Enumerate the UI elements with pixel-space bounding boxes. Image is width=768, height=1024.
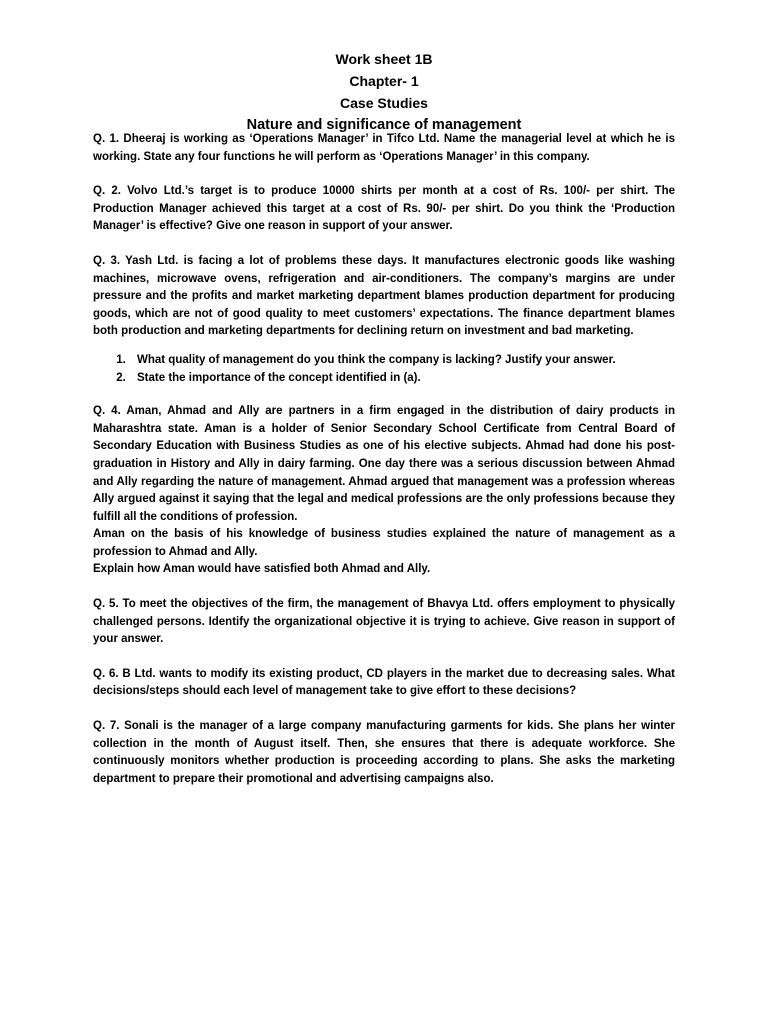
question-3: Q. 3. Yash Ltd. is facing a lot of problems these days. It manufactures electronic goods like washing machines, microwave ovens, refrigeration and air-conditioners. The company’s margins are under pressure and the profits and market marketing department blames production department for producing goods, which are not of good quality to meet customers’ expectations. The finance department blames both production and marketing departments for declining return on investment and bad marketing.	[93, 254, 675, 338]
chapter-label: Chapter- 1	[349, 73, 419, 89]
header	[0, 48, 768, 136]
question-4-explanation: Aman on the basis of his knowledge of business studies explained the nature of management as a profession to Ahmad and Ally.	[93, 528, 675, 558]
question-7: Q. 7. Sonali is the manager of a large company manufacturing garments for kids. She plans her winter collection in the month of August itself. Then, she ensures that there is adequate workforce. She continuously monitors whether production is proceeding according to plans. She asks the marketing department to prepare their promotional and advertising campaigns also.	[93, 720, 675, 785]
question-5: Q. 5. To meet the objectives of the firm, the management of Bhavya Ltd. offers employment to physically challenged persons. Identify the organizational objective it is trying to achieve. Give reason in support of your answer.	[93, 598, 675, 646]
question-4: Q. 4. Aman, Ahmad and Ally are partners in a firm engaged in the distribution of dairy products in Maharashtra state. Aman is a holder of Senior Secondary School Certificate from Central Board of Secondary Education with Business Studies as one of his elective subjects. Ahmad had done his post-graduation in History and Ally in dairy farming. One day there was a serious discussion between Ahmad and Ally regarding the nature of management. Ahmad argued that management was a profession whereas Ally argued against it saying that the legal and medical professions are the only professions because they fulfill all the conditions of profession.	[93, 405, 675, 523]
question-6: Q. 6. B Ltd. wants to modify its existing product, CD players in the market due to decreasing sales. What decisions/steps should each level of management take to give effort to these decisions?	[93, 667, 675, 698]
question-1: Q. 1. Dheeraj is working as ‘Operations Manager’ in Tifco Ltd. Name the managerial level at which he is working. State any four functions he will perform as ‘Operations Manager’ in this company.	[93, 133, 675, 163]
question-3-subparts	[93, 352, 675, 387]
section-label: Case Studies	[340, 95, 428, 111]
question-3-subpart-2: 2. State the importance of the concept identified in (a).	[129, 370, 675, 388]
topic-heading: Nature and significance of management	[246, 117, 522, 133]
worksheet-title: Work sheet 1B	[335, 51, 433, 67]
question-4-task: Explain how Aman would have satisfied both Ahmad and Ally.	[93, 563, 431, 576]
questions-body	[93, 131, 675, 805]
question-3-subpart-1: 1. What quality of management do you think the company is lacking? Justify your answer.	[129, 352, 675, 370]
question-2: Q. 2. Volvo Ltd.’s target is to produce 10000 shirts per month at a cost of Rs. 100/- per shirt. The Production Manager achieved this target at a cost of Rs. 90/- per shirt. Do you think the ‘Production Manager’ is effective? Give one reason in support of your answer.	[93, 185, 675, 233]
